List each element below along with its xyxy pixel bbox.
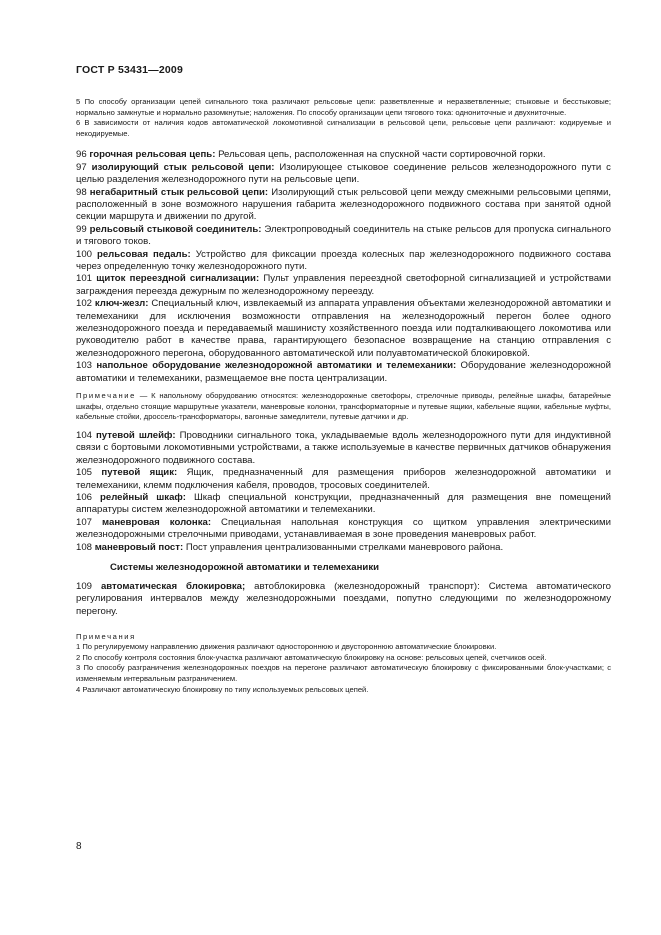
term-name: напольное оборудование железнодорожной автоматики и телемеханики: bbox=[96, 360, 457, 372]
term-number: 97 bbox=[76, 161, 87, 173]
term-number: 100 bbox=[76, 248, 93, 260]
terms-list-a bbox=[76, 149, 611, 385]
term-entry bbox=[76, 360, 611, 385]
term-entry bbox=[76, 187, 611, 224]
term-number: 98 bbox=[76, 186, 87, 198]
term-entry bbox=[76, 542, 611, 554]
term-name: негабаритный стык рельсовой цепи: bbox=[89, 186, 269, 198]
standard-header: ГОСТ Р 53431—2009 bbox=[76, 64, 184, 76]
term-definition: автоблокировка (железнодорожный транспорт): Система автоматического регулирования интервалов между железнодорожными поездами, попутно следующими по железнодорожному перегону. bbox=[76, 580, 611, 617]
term-entry bbox=[76, 430, 611, 467]
terms-list-b bbox=[76, 430, 611, 554]
term-name: маневровая колонка: bbox=[102, 516, 212, 528]
term-number: 106 bbox=[76, 491, 93, 503]
term-number: 108 bbox=[76, 541, 93, 553]
term-name: путевой шлейф: bbox=[96, 429, 176, 441]
term-name: путевой ящик: bbox=[101, 467, 178, 479]
term-name: маневровый пост: bbox=[94, 541, 184, 553]
notes-title: Примечания bbox=[76, 632, 136, 642]
term-definition: Изолирующий стык рельсовой цепи между смежными рельсовыми цепями, расположенный в зоне возможного нарушения габарита железнодорожного подвижного состава при занятой одной секции маршрута и движении по другой. bbox=[76, 186, 612, 223]
term-definition: Оборудование железнодорожной автоматики и телемеханики, размещаемое вне поста централизации. bbox=[76, 360, 611, 384]
note-item: 6 В зависимости от наличия кодов автоматической локомотивной сигнализации в рельсовой цепи, рельсовые цепи различают: кодируемые и некодируемые. bbox=[76, 118, 611, 138]
term-entry bbox=[76, 273, 611, 298]
term-number: 105 bbox=[76, 467, 93, 479]
term-entry bbox=[76, 162, 611, 187]
term-name: автоматическая блокировка; bbox=[100, 580, 246, 592]
term-definition: Проводники сигнального тока, укладываемые вдоль железнодорожного пути для индуктивной связи с бортовыми локомотивными устройствами, а также используемые в качестве первичных датчиков обнаружения железнодорожного подвижного состава. bbox=[76, 429, 611, 466]
term-number: 103 bbox=[76, 360, 93, 372]
term-definition: Электропроводный соединитель на стыке рельсов для пропуска сигнального и тягового токов. bbox=[76, 223, 611, 248]
term-entry bbox=[76, 517, 611, 542]
term-entry bbox=[76, 467, 611, 492]
term-name: изолирующий стык рельсовой цепи: bbox=[91, 161, 275, 173]
term-entry bbox=[76, 224, 611, 249]
note-item: 5 По способу организации цепей сигнального тока различают рельсовые цепи: разветвленные и неразветвленные; стыковые и бесстыковые; нормально замкнутые и нормально разомкнутые; наложения. По способу организации цепи тягового тока: однониточные и двухниточные. bbox=[76, 97, 611, 117]
top-notes bbox=[76, 97, 611, 139]
term-entry bbox=[76, 149, 611, 161]
note-item: 4 Различают автоматическую блокировку по типу используемых рельсовых цепей. bbox=[76, 684, 369, 694]
term-name: релейный шкаф: bbox=[100, 491, 186, 503]
term-name: щиток переездной сигнализации: bbox=[96, 273, 260, 285]
section-title: Системы железнодорожной автоматики и телемеханики bbox=[110, 561, 380, 573]
term-entry bbox=[76, 249, 611, 274]
note-item: 3 По способу разграничения железнодорожных поездов на перегоне различают автоматическую блокировку с фиксированными блок-участками; с изменяемым интервальным разграничением. bbox=[76, 663, 611, 683]
term-name: рельсовая педаль: bbox=[96, 248, 191, 260]
term-number: 109 bbox=[76, 580, 93, 592]
term-number: 107 bbox=[76, 516, 93, 528]
term-number: 99 bbox=[76, 223, 87, 235]
term-definition: Шкаф специальной конструкции, предназначенный для размещения вне помещений аппаратуры систем железнодорожной автоматики и телемеханики. bbox=[76, 491, 612, 516]
term-definition: Изолирующее стыковое соединение рельсов железнодорожного пути с целью разделения железнодорожного пути на рельсовые цепи. bbox=[76, 161, 611, 186]
note-item: 1 По регулируемому направлению движения различают одностороннюю и двустороннюю автоматические блокировки. bbox=[76, 642, 497, 652]
term-definition: Пульт управления переездной светофорной сигнализацией и устройствами заграждения переезда дежурным по железнодорожному переезду. bbox=[76, 273, 611, 297]
term-definition: Специальная напольная конструкция со щитком управления электрическими железнодорожными стрелочными приводами, устанавливаемая в зоне проведения маневровых работ. bbox=[76, 516, 611, 541]
term-entry bbox=[76, 492, 611, 517]
term-name: горочная рельсовая цепь: bbox=[89, 149, 216, 161]
term-number: 101 bbox=[76, 273, 93, 285]
term-name: рельсовый стыковой соединитель: bbox=[89, 223, 262, 235]
page-number: 8 bbox=[76, 841, 82, 852]
bottom-notes bbox=[76, 632, 611, 695]
note-item: 2 По способу контроля состояния блок-участка различают автоматическую блокировку на основе: рельсовых цепей, счетчиков осей. bbox=[76, 652, 547, 662]
terms-list-c bbox=[76, 581, 611, 618]
term-definition: Ящик, предназначенный для размещения приборов железнодорожной автоматики и телемеханики, клемм подключения кабеля, проводов, тросовых соединителей. bbox=[76, 467, 611, 491]
term-number: 102 bbox=[76, 298, 93, 310]
page-content bbox=[76, 97, 611, 695]
note-text: — К напольному оборудованию относятся: железнодорожные светофоры, стрелочные приводы, релейные шкафы, батарейные шкафы, отдельно стоящие маршрутные указатели, маневровые колонки, трансформаторные и путевые ящики, кабельные ящики, кабельные муфты, кабельные стойки, дроссель-трансформаторы, вагонные замедлители, путевые датчики и др. bbox=[76, 391, 611, 422]
term-definition: Пост управления централизованными стрелками маневрового района. bbox=[185, 541, 504, 553]
term-number: 104 bbox=[76, 429, 93, 441]
inline-note bbox=[76, 391, 611, 423]
term-entry bbox=[76, 298, 611, 360]
term-entry bbox=[76, 581, 611, 618]
term-definition: Специальный ключ, извлекаемый из аппарата управления объектами железнодорожной автоматики и телемеханики для исключения возможности отправления на железнодорожный перегон более одного железнодорожного поезда и передаваемый машинисту хозяйственного поезда или подталкивающего локомотива или руководителю работ в качестве права, гарантирующего безопасное возвращение на станцию отправления с железнодорожного перегона, оборудованного автоматической или полуавтоматической блокировкой. bbox=[76, 298, 612, 359]
term-definition: Рельсовая цепь, расположенная на спускной части сортировочной горки. bbox=[218, 149, 546, 161]
note-label: Примечание bbox=[76, 391, 136, 401]
term-name: ключ-жезл: bbox=[94, 298, 149, 310]
term-number: 96 bbox=[76, 149, 87, 161]
term-definition: Устройство для фиксации проезда колесных пар железнодорожного подвижного состава через определенную точку железнодорожного пути. bbox=[76, 248, 612, 273]
